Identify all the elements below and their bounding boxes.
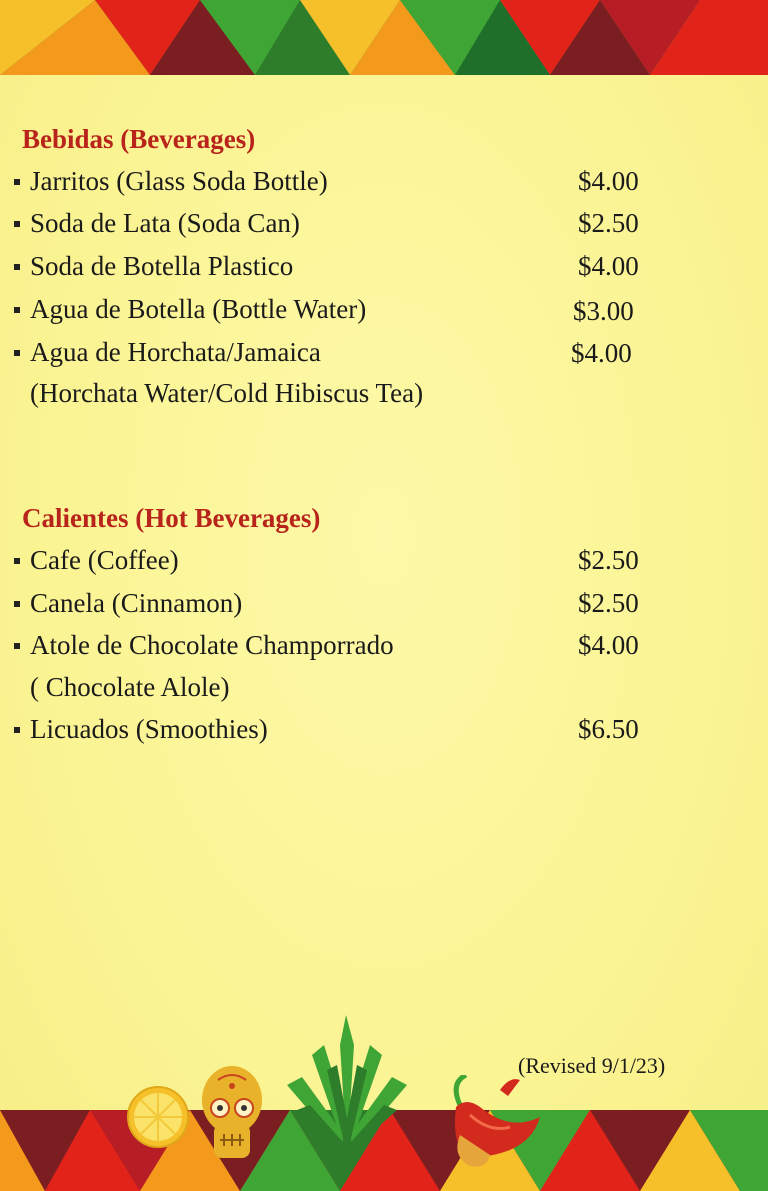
menu-item-soda-lata <box>14 208 300 239</box>
menu-item-agua-botella <box>14 294 366 325</box>
item-subtitle: ( Chocolate Alole) <box>30 672 230 702</box>
section-title-beverages: Bebidas (Beverages) <box>22 124 256 154</box>
agave-plant-icon <box>282 1015 412 1155</box>
item-name: Agua de Botella (Bottle Water) <box>30 294 367 324</box>
item-price: $2.50 <box>578 208 639 238</box>
menu-item-licuados <box>14 714 268 745</box>
item-price: $2.50 <box>578 545 639 575</box>
item-subtitle: (Horchata Water/Cold Hibiscus Tea) <box>30 378 424 408</box>
item-name: Atole de Chocolate Champorrado <box>30 630 394 660</box>
item-price: $4.00 <box>578 251 639 281</box>
item-price: $4.00 <box>578 630 639 660</box>
revised-date: (Revised 9/1/23) <box>518 1053 666 1078</box>
item-name: Canela (Cinnamon) <box>30 588 243 618</box>
item-name: Soda de Botella Plastico <box>30 251 294 281</box>
top-triangle-border <box>0 0 768 75</box>
bullet-icon <box>14 264 20 270</box>
bullet-icon <box>14 643 20 649</box>
item-price: $4.00 <box>578 166 639 196</box>
bullet-icon <box>14 221 20 227</box>
item-name: Agua de Horchata/Jamaica <box>30 337 321 367</box>
item-price: $4.00 <box>571 338 632 368</box>
menu-item-cafe <box>14 545 179 576</box>
bullet-icon <box>14 307 20 313</box>
item-name: Licuados (Smoothies) <box>30 714 268 744</box>
item-name: Cafe (Coffee) <box>30 545 179 575</box>
menu-item-atole <box>14 630 394 661</box>
sugar-skull-icon <box>198 1062 266 1162</box>
item-name: Jarritos (Glass Soda Bottle) <box>30 166 328 196</box>
bullet-icon <box>14 350 20 356</box>
menu-item-soda-botella <box>14 251 293 282</box>
section-title-hot-beverages: Calientes (Hot Beverages) <box>22 503 321 533</box>
chili-pepper-icon <box>440 1075 560 1170</box>
item-price: $6.50 <box>578 714 639 744</box>
lime-slice-icon <box>126 1085 190 1149</box>
bullet-icon <box>14 558 20 564</box>
bullet-icon <box>14 727 20 733</box>
bullet-icon <box>14 601 20 607</box>
item-name: Soda de Lata (Soda Can) <box>30 208 300 238</box>
menu-item-agua-horchata <box>14 337 321 368</box>
menu-item-canela <box>14 588 242 619</box>
item-price: $2.50 <box>578 588 639 618</box>
item-price: $3.00 <box>573 296 634 326</box>
bullet-icon <box>14 179 20 185</box>
menu-item-jarritos <box>14 166 328 197</box>
